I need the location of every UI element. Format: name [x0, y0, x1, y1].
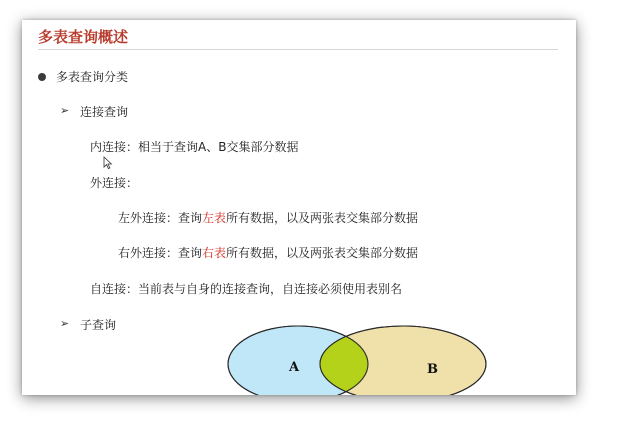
- arrowhead-bullet-icon: ➢: [60, 104, 70, 117]
- left-outer-suffix: 所有数据，以及两张表交集部分数据: [226, 211, 419, 225]
- self-join-text: 自连接：当前表与自身的连接查询，自连接必须使用表别名: [90, 282, 403, 296]
- set-a-label: A: [289, 360, 300, 375]
- slide-title: 多表查询概述: [38, 28, 129, 46]
- set-b-label: B: [427, 362, 438, 377]
- right-outer-prefix: 右外连接：查询: [118, 246, 203, 260]
- outer-join-text: 外连接：: [90, 176, 139, 190]
- right-outer-suffix: 所有数据，以及两张表交集部分数据: [226, 246, 419, 260]
- mouse-pointer-icon: [103, 156, 113, 170]
- left-outer-prefix: 左外连接：查询: [118, 211, 203, 225]
- slide: [22, 20, 576, 395]
- title-divider: [38, 49, 558, 50]
- join-query-item: 连接查询: [80, 105, 129, 119]
- inner-join-text: 内连接：相当于查询A、B交集部分数据: [90, 140, 299, 154]
- arrowhead-bullet-icon: ➢: [60, 317, 70, 330]
- right-outer-join-text: [118, 246, 418, 260]
- venn-diagram: [226, 324, 488, 395]
- left-outer-join-text: [118, 211, 418, 225]
- right-table-highlight: 右表: [202, 246, 227, 260]
- subquery-item: 子查询: [80, 318, 117, 332]
- left-table-highlight: 左表: [202, 211, 227, 225]
- bullet-multi-table-categories: 多表查询分类: [56, 70, 129, 84]
- bullet-icon: [38, 73, 46, 81]
